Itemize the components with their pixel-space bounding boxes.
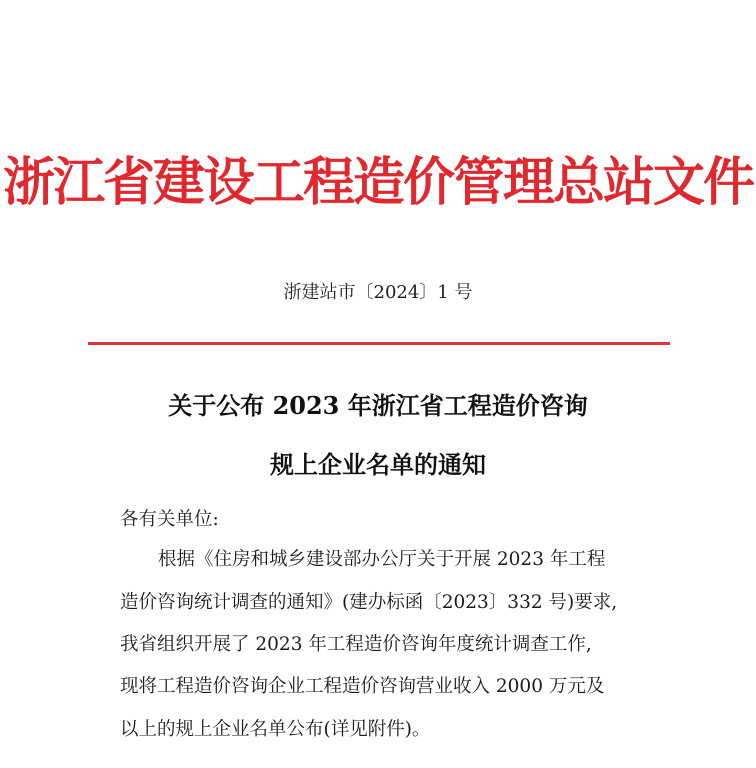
body-paragraph-line: 我省组织开展了 2023 年工程造价咨询年度统计调查工作, [120,634,592,655]
red-separator-line [88,342,670,345]
document-number: 浙建站市〔2024〕1 号 [283,282,473,303]
document-masthead: 浙江省建设工程造价管理总站文件 [2,153,753,213]
body-paragraph-line: 现将工程造价咨询企业工程造价咨询营业收入 2000 万元及 [120,676,605,697]
body-paragraph-line: 根据《住房和城乡建设部办公厅关于开展 2023 年工程 [158,549,606,570]
body-paragraph-line: 造价咨询统计调查的通知》(建办标函〔2023〕332 号)要求, [120,592,618,613]
body-paragraph-line: 以上的规上企业名单公布(详见附件)。 [120,719,431,740]
notice-title-line-1: 关于公布 2023 年浙江省工程造价咨询 [168,391,588,420]
notice-title-line-2: 规上企业名单的通知 [270,450,486,479]
salutation: 各有关单位: [120,509,219,530]
